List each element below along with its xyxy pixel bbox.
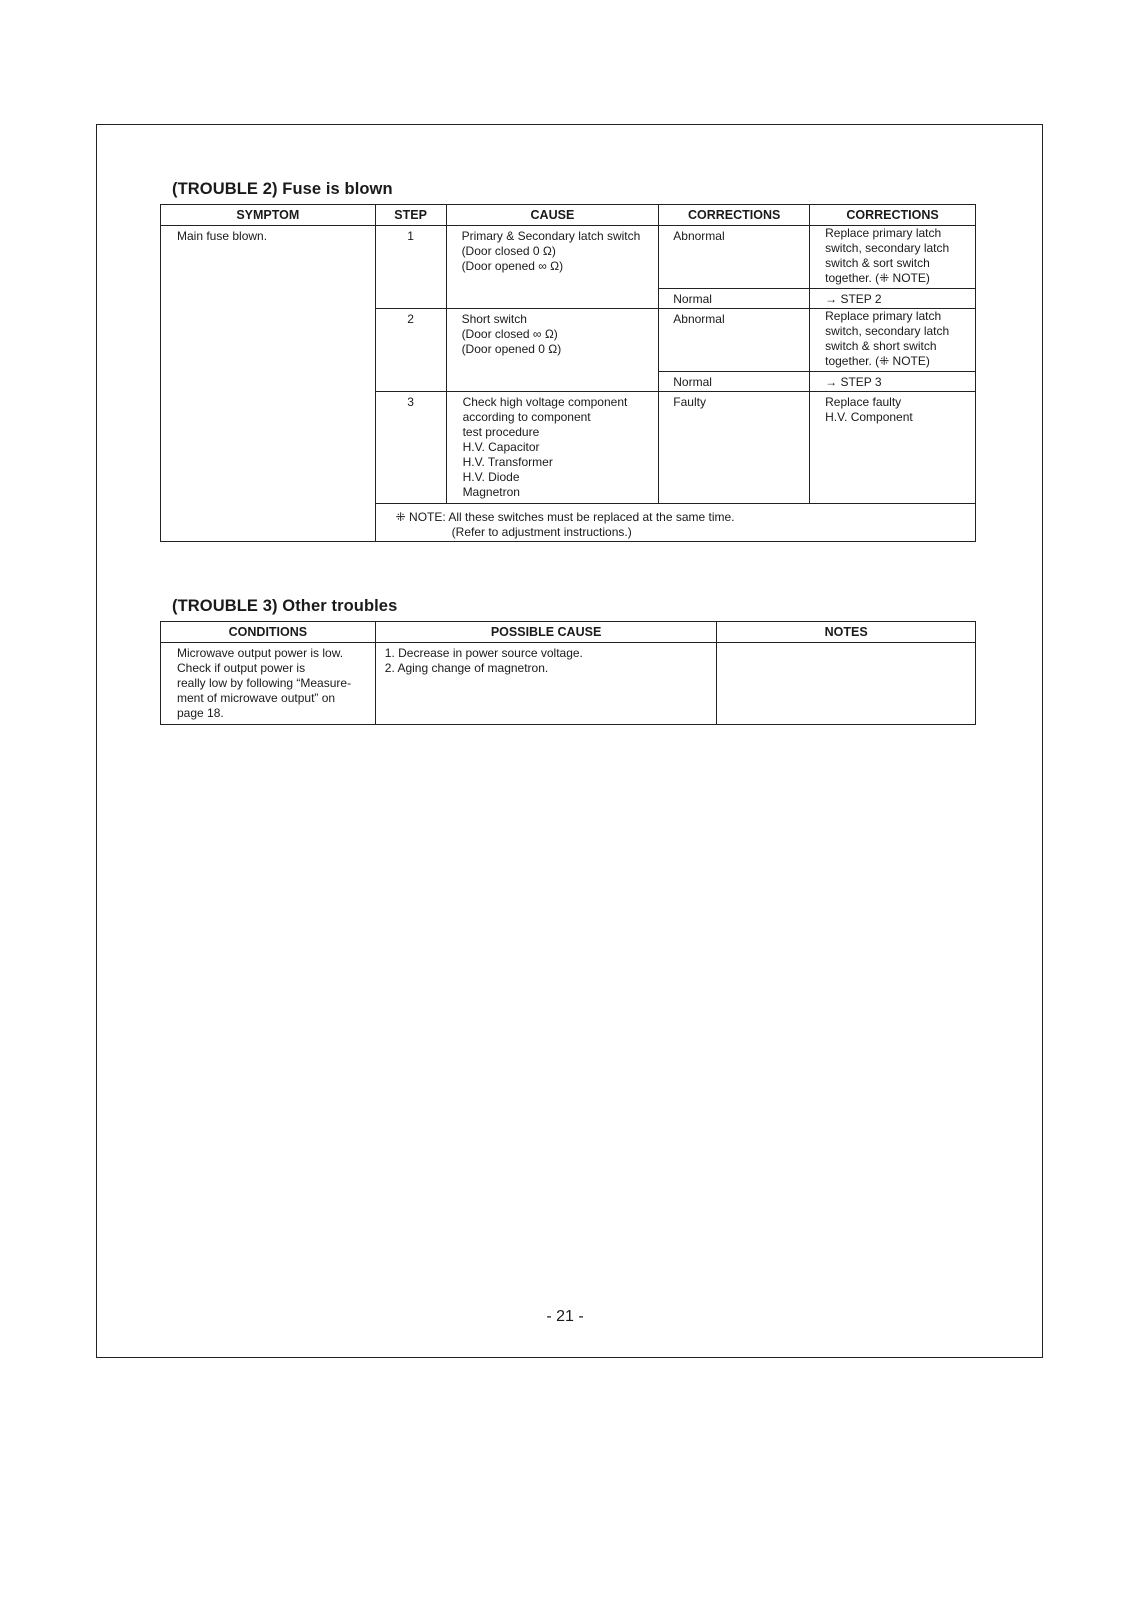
step-cell: 1 [375, 226, 446, 309]
trouble2-header-row [161, 205, 976, 226]
table-row [161, 226, 976, 289]
header-corrections-condition: CORRECTIONS [659, 205, 810, 226]
header-possible-cause: POSSIBLE CAUSE [375, 622, 717, 643]
condition-cell: Normal [659, 372, 810, 392]
action-cell: Replace faulty H.V. Component [810, 392, 976, 504]
cause-cell: Primary & Secondary latch switch (Door closed 0 Ω) (Door opened ∞ Ω) [446, 226, 659, 309]
header-step: STEP [375, 205, 446, 226]
condition-cell: Microwave output power is low. Check if output power is really low by following “Measure- ment of microwave output” on page 18. [161, 643, 376, 725]
trouble3-table [160, 621, 976, 725]
page-number: - 21 - [546, 1308, 584, 1325]
step-cell: 3 [375, 392, 446, 504]
trouble2-table [160, 204, 976, 542]
trouble2-title: (TROUBLE 2) Fuse is blown [172, 180, 393, 198]
notes-cell [717, 643, 976, 725]
trouble3-title: (TROUBLE 3) Other troubles [172, 597, 398, 615]
trouble3-header-row [161, 622, 976, 643]
step-cell: 2 [375, 309, 446, 392]
symptom-cell: Main fuse blown. [161, 226, 376, 542]
action-cell: → STEP 2 [810, 289, 976, 309]
condition-cell: Faulty [659, 392, 810, 504]
header-corrections-action: CORRECTIONS [810, 205, 976, 226]
possible-cause-cell: 1. Decrease in power source voltage. 2. Aging change of magnetron. [375, 643, 717, 725]
condition-cell: Abnormal [659, 226, 810, 289]
action-cell: Replace primary latch switch, secondary latch switch & short switch together. (⁜ NOTE) [810, 309, 976, 372]
header-conditions: CONDITIONS [161, 622, 376, 643]
note-line-2: (Refer to adjustment instructions.) [451, 525, 632, 539]
note-line-1: ⁜ NOTE: All these switches must be replaced at the same time. [395, 510, 735, 524]
cause-cell: Check high voltage component according to component test procedure H.V. Capacitor H.V. Transformer H.V. Diode Magnetron [446, 392, 659, 504]
header-symptom: SYMPTOM [161, 205, 376, 226]
header-cause: CAUSE [446, 205, 659, 226]
condition-cell: Abnormal [659, 309, 810, 372]
cause-cell: Short switch (Door closed ∞ Ω) (Door opened 0 Ω) [446, 309, 659, 392]
action-cell: Replace primary latch switch, secondary latch switch & sort switch together. (⁜ NOTE) [810, 226, 976, 289]
table-row [161, 643, 976, 725]
header-notes: NOTES [717, 622, 976, 643]
action-cell: → STEP 3 [810, 372, 976, 392]
condition-cell: Normal [659, 289, 810, 309]
note-cell [375, 504, 975, 542]
